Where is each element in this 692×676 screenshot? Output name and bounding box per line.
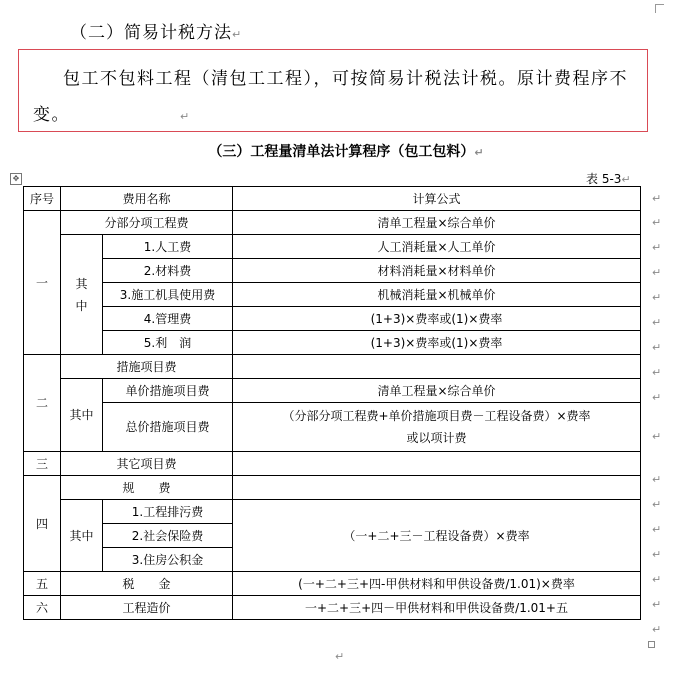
row-end-mark: ↵ [652, 241, 662, 254]
sub-label-cell: 其中 [61, 379, 103, 452]
formula-cell: 清单工程量×综合单价 [233, 379, 641, 403]
seq-cell: 五 [24, 572, 61, 596]
row-end-mark: ↵ [652, 216, 662, 229]
table-row [24, 283, 641, 307]
name-cell: 3.施工机具使用费 [103, 283, 233, 307]
paragraph-line-2-text: 变。 [33, 105, 70, 125]
name-cell: 2.材料费 [103, 259, 233, 283]
paragraph-mark: ↵ [621, 173, 631, 186]
header-name: 费用名称 [61, 187, 233, 211]
seq-cell: 一 [24, 211, 61, 355]
paragraph-mark: ↵ [232, 28, 243, 41]
formula-cell [233, 403, 641, 452]
table-row [24, 572, 641, 596]
formula-cell: 材料消耗量×材料单价 [233, 259, 641, 283]
name-cell: 4.管理费 [103, 307, 233, 331]
table-row [24, 235, 641, 259]
formula-cell: (1+3)×费率或(1)×费率 [233, 331, 641, 355]
paragraph-mark: ↵ [180, 110, 191, 123]
name-cell: 1.工程排污费 [103, 500, 233, 524]
table-move-handle-icon[interactable]: ✥ [10, 173, 22, 185]
paragraph-mark: ↵ [474, 146, 484, 159]
table-number-text: 表 5-3 [586, 172, 622, 186]
name-cell: 3.住房公积金 [103, 548, 233, 572]
row-end-mark: ↵ [652, 623, 662, 636]
seq-cell: 三 [24, 452, 61, 476]
row-end-mark: ↵ [652, 573, 662, 586]
name-cell: 税 金 [61, 572, 233, 596]
row-end-mark: ↵ [652, 192, 662, 205]
name-cell: 措施项目费 [61, 355, 233, 379]
header-formula: 计算公式 [233, 187, 641, 211]
formula-line: 或以项计费 [406, 431, 467, 445]
table-title [0, 141, 692, 161]
table-row [24, 476, 641, 500]
table-number [586, 170, 631, 187]
name-cell: 单价措施项目费 [103, 379, 233, 403]
name-cell: 1.人工费 [103, 235, 233, 259]
name-cell: 其它项目费 [61, 452, 233, 476]
name-cell: 分部分项工程费 [61, 211, 233, 235]
sub-label-cell [61, 235, 103, 355]
row-end-mark: ↵ [652, 498, 662, 511]
formula-line: （分部分项工程费+单价措施项目费－工程设备费）×费率 [282, 409, 591, 423]
formula-cell: 一+二+三+四－甲供材料和甲供设备费/1.01+五 [233, 596, 641, 620]
fee-calculation-table [23, 186, 641, 620]
paragraph-mark: ↵ [335, 650, 345, 663]
table-row [24, 211, 641, 235]
formula-cell [233, 355, 641, 379]
header-seq: 序号 [24, 187, 61, 211]
formula-cell: 机械消耗量×机械单价 [233, 283, 641, 307]
sub-label-cell: 其中 [61, 500, 103, 572]
formula-cell: 人工消耗量×人工单价 [233, 235, 641, 259]
row-end-mark: ↵ [652, 341, 662, 354]
formula-cell [233, 476, 641, 500]
highlighted-paragraph-box [18, 49, 648, 132]
table-row [24, 307, 641, 331]
name-cell: 5.利 润 [103, 331, 233, 355]
formula-cell: (1+3)×费率或(1)×费率 [233, 307, 641, 331]
page-corner-mark [655, 4, 664, 13]
row-end-mark: ↵ [652, 391, 662, 404]
table-row [24, 403, 641, 452]
table-row [24, 596, 641, 620]
table-row [24, 379, 641, 403]
row-end-mark: ↵ [652, 523, 662, 536]
row-end-mark: ↵ [652, 266, 662, 279]
seq-cell: 四 [24, 476, 61, 572]
section-heading-text: （二）简易计税方法 [70, 23, 232, 43]
formula-cell: （一+二+三－工程设备费）×费率 [233, 500, 641, 572]
table-row [24, 355, 641, 379]
sub-label: 其中 [75, 276, 88, 313]
name-cell: 2.社会保险费 [103, 524, 233, 548]
paragraph-line-2 [33, 100, 191, 125]
table-title-text: （三）工程量清单法计算程序（包工包料） [208, 144, 475, 160]
table-row [24, 331, 641, 355]
table-row [24, 259, 641, 283]
table-row [24, 500, 641, 524]
seq-cell: 六 [24, 596, 61, 620]
paragraph-line-1: 包工不包料工程（清包工工程），可按简易计税法计税。原计费程序不 [63, 69, 628, 89]
name-cell: 工程造价 [61, 596, 233, 620]
row-end-mark: ↵ [652, 430, 662, 443]
table-header-row [24, 187, 641, 211]
row-end-mark: ↵ [652, 598, 662, 611]
table-resize-handle[interactable] [648, 641, 655, 648]
section-heading [70, 18, 242, 43]
row-end-mark: ↵ [652, 473, 662, 486]
formula-cell [233, 452, 641, 476]
row-end-mark: ↵ [652, 548, 662, 561]
name-cell: 总价措施项目费 [103, 403, 233, 452]
formula-cell: 清单工程量×综合单价 [233, 211, 641, 235]
row-end-mark: ↵ [652, 366, 662, 379]
formula-cell: (一+二+三+四-甲供材料和甲供设备费/1.01)×费率 [233, 572, 641, 596]
row-end-mark: ↵ [652, 291, 662, 304]
row-end-mark: ↵ [652, 316, 662, 329]
table-row [24, 452, 641, 476]
name-cell: 规 费 [61, 476, 233, 500]
seq-cell: 二 [24, 355, 61, 452]
